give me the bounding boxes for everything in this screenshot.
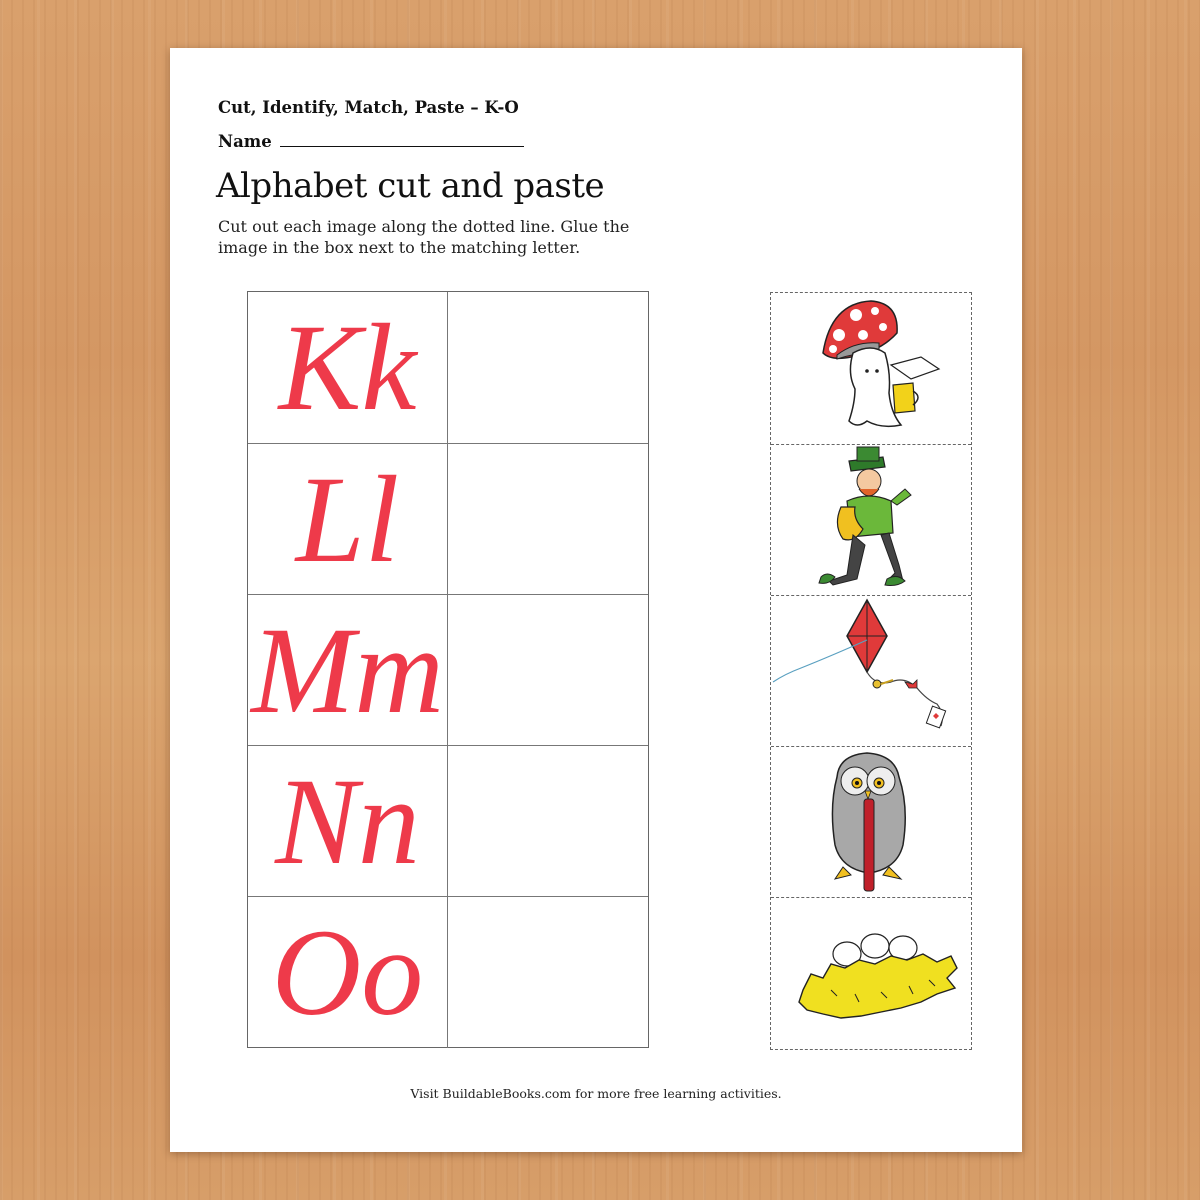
letter-cell <box>248 292 448 443</box>
name-blank-line <box>280 132 524 147</box>
page-title: Alphabet cut and paste <box>216 166 605 206</box>
letter-row <box>248 444 648 595</box>
nest-eggs-icon <box>771 898 971 1049</box>
cutout-card[interactable] <box>771 596 971 747</box>
paste-box <box>448 292 648 443</box>
name-field <box>218 132 524 151</box>
name-label: Name <box>218 132 272 151</box>
kite-icon <box>771 596 971 747</box>
instructions-text: Cut out each image along the dotted line. Glue the image in the box next to the matching letter. <box>218 217 630 257</box>
cutout-card[interactable] <box>771 747 971 898</box>
cutout-card[interactable] <box>771 898 971 1049</box>
letter-pair: Kk <box>278 298 417 436</box>
letter-pair: Oo <box>271 903 424 1041</box>
leprechaun-harp-icon <box>771 445 971 596</box>
letter-row <box>248 746 648 897</box>
letter-row <box>248 292 648 443</box>
cutout-image-column <box>770 292 972 1050</box>
paste-box <box>448 444 648 595</box>
letter-pair: Ll <box>295 450 400 588</box>
cutout-card[interactable] <box>771 293 971 444</box>
worksheet-page <box>170 48 1022 1152</box>
cutout-card[interactable] <box>771 445 971 596</box>
letter-cell <box>248 444 448 595</box>
letter-row <box>248 595 648 746</box>
worksheet-header-title: Cut, Identify, Match, Paste – K-O <box>218 98 519 117</box>
mushroom-ghost-icon <box>771 293 971 444</box>
footer-text: Visit BuildableBooks.com for more free learning activities. <box>410 1086 782 1101</box>
letter-match-grid <box>247 291 649 1048</box>
paste-box <box>448 746 648 897</box>
letter-cell <box>248 746 448 897</box>
letter-pair: Nn <box>275 752 420 890</box>
owl-oboe-icon <box>771 747 971 898</box>
letter-cell <box>248 595 448 746</box>
letter-pair: Mm <box>251 601 444 739</box>
letter-cell <box>248 897 448 1048</box>
paste-box <box>448 897 648 1048</box>
paste-box <box>448 595 648 746</box>
letter-row <box>248 897 648 1048</box>
